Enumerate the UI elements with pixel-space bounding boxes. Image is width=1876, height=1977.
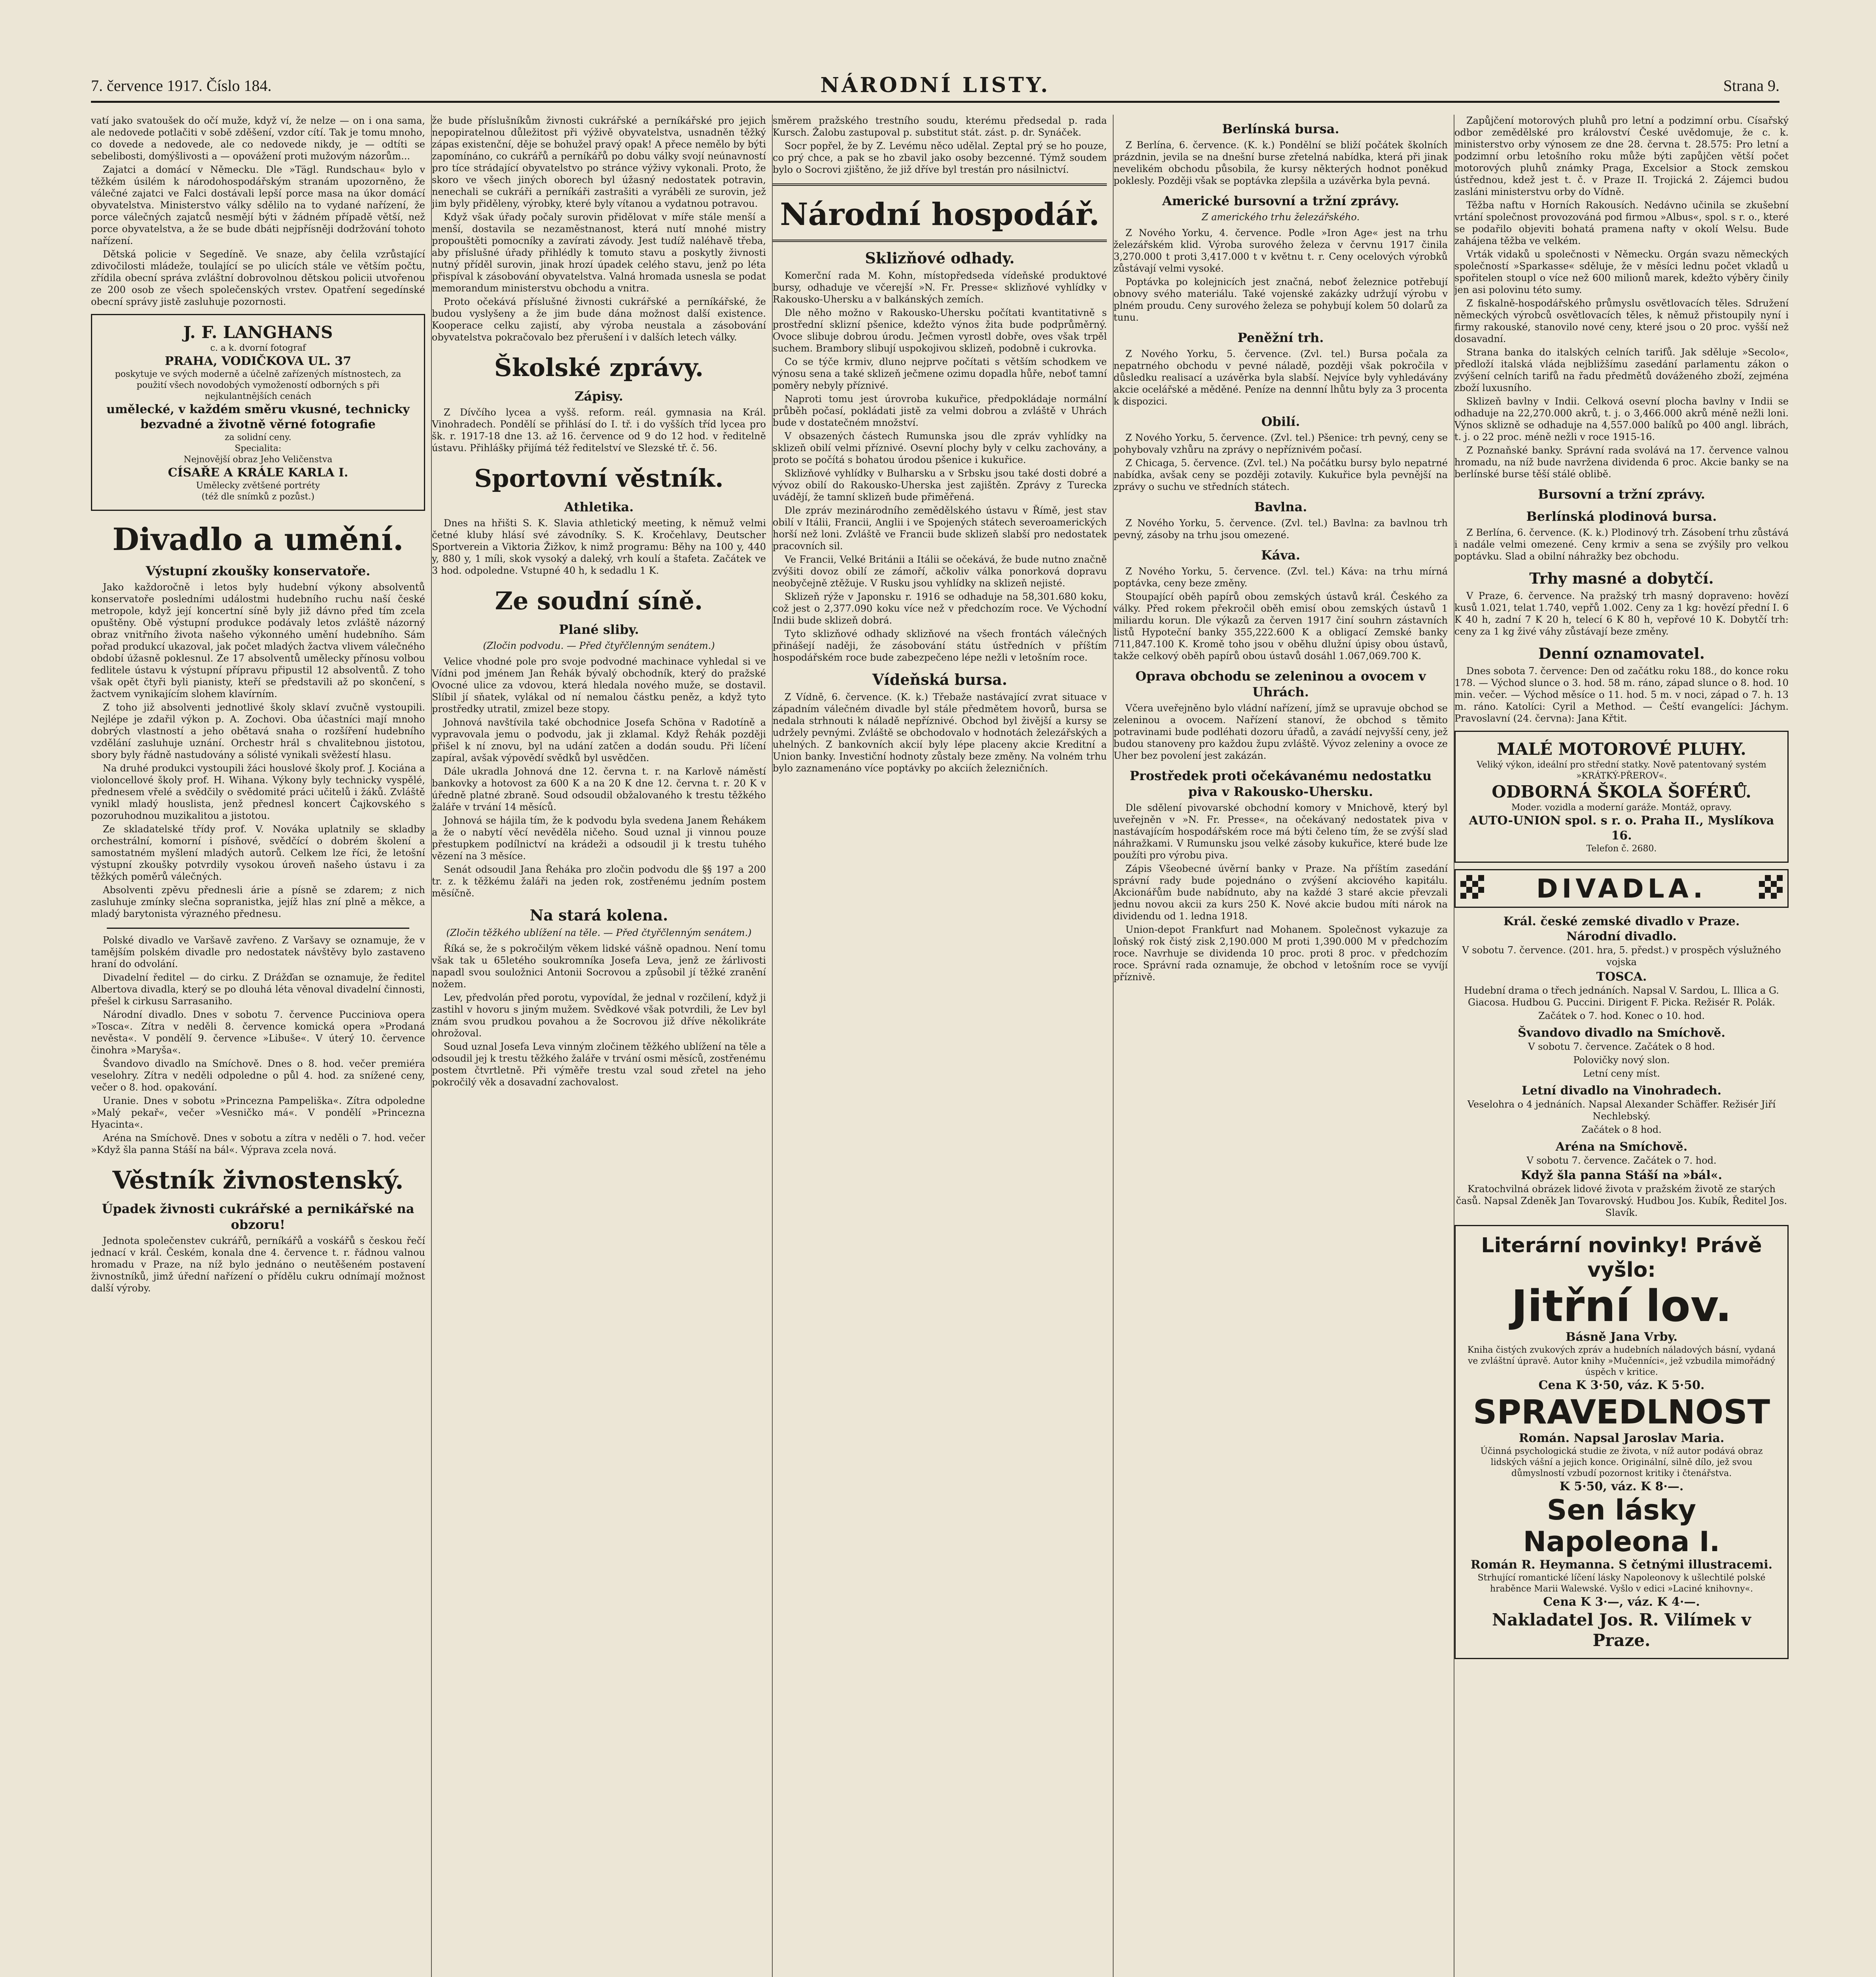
listing-text: Začátek o 8 hod.	[1581, 1124, 1662, 1135]
article-text: Národní divadlo. Dnes v sobotu 7. července Pucciniova opera »Tosca«. Zítra v neděli 8. července komická opera »Prodaná nevěsta«. V pondělí 9. července »Libuše«. V úterý 10. července činohra »Maryša«.	[91, 1009, 425, 1056]
publisher-name: Nakladatel Jos. R. Vilímek v Praze.	[1492, 1610, 1751, 1650]
article-text: Z Nového Yorku, 5. července. (Zvl. tel.) Bursa počala za nepatrného obchodu v pevné náladě, později však pokročila v důsledku realisací a uzávěrka byla slabší. Nejvíce byly vyhledávány akcie ocelářské a měděné. Peníze na dennní lhůtu byly za 3 procenta k dispozici.	[1114, 348, 1448, 407]
article-text: Z fiskalně-hospodářského průmyslu osvětlovacích těles. Sdružení německých výrobců osvětlovacích těles, k němuž přistoupily nyní i firmy rakouské, stanovilo nové ceny, které jsou o 20 proc. vyšší než dosavadní.	[1454, 298, 1789, 344]
article-subheading: (Zločin podvodu. — Před čtyřčlenným senátem.)	[483, 640, 715, 651]
article-text: Divadelní ředitel — do cirku. Z Drážďan se oznamuje, že ředitel Albertova divadla, který se po dlouhá léta věnoval divadelní činnosti, přešel k cirkusu Sarrasaniho.	[91, 972, 425, 1007]
ad-title: Literární novinky! Právě vyšlo:	[1481, 1234, 1762, 1282]
theatre-listing	[1454, 1083, 1789, 1136]
article-heading: Peněžní trh.	[1237, 330, 1324, 345]
ad-text: CÍSAŘE A KRÁLE KARLA I.	[168, 466, 348, 480]
theatre-name: Král. české zemské divadlo v Praze.	[1503, 915, 1740, 928]
ad-text: Veliký výkon, ideální pro střední statky. Nově patentovaný systém »KRÁTKÝ-PŘEROV«.	[1477, 760, 1766, 781]
article-text: Socr popřel, že by Z. Levému něco udělal. Zeptal prý se ho pouze, co prý chce, a pak se ho zbavil jako osoby bezcenné. Týmž soudem bylo o Socrovi zjištěno, že již dříve byl trestán pro násilnictví.	[773, 140, 1107, 175]
book-price: Cena K 3·50, váz. K 5·50.	[1538, 1378, 1705, 1392]
article-heading: Zápisy.	[575, 389, 623, 404]
article-text: Dle sdělení pivovarské obchodní komory v Mnichově, který byl uveřejněn v »N. Fr. Presse«, na očekávaný nedostatek piva v nastávajícím hospodářském roce má býti čeleno tím, že se zvýší slad náhražkami. V Rumunsku jsou velké zásoby kukuřice, které bude lze použíti pro výrobu piva.	[1114, 802, 1448, 861]
article-text: že bude příslušníkům živnosti cukrářské a perníkářské pro jejich nepopiratelnou důležitost při výživě obyvatelstva, usnadněn těžký zápas existenční, děje se bohužel pravý opak! A přece nemělo by býti zapomínáno, co cukrářů a perníkářů po dobu války svojí neúnavností pro tíce strádající obyvatelstvo po stránce výživy vykonali. Proto, že skoro ve všech jiných oborech byl úžasný nedostatek potravin, nenechali se cukráři a perníkáři zastrašiti a vyráběli ze surovin, jež jim byly přiděleny, výrobky, které byly vítanou a vydatnou potravou.	[432, 115, 766, 209]
article-heading: Americké bursovní a tržní zprávy.	[1162, 193, 1399, 208]
ad-text: Specialita:	[234, 444, 282, 454]
listing-text: Hudební drama o třech jednáních. Napsal V. Sardou, L. Illica a G. Giacosa. Hudbou G. Puccini. Dirigent F. Picka. Režisér R. Polák.	[1464, 985, 1779, 1008]
article-heading: Vídeňská bursa.	[872, 671, 1008, 688]
ad-text: Nejnovější obraz Jeho Veličenstva	[183, 455, 333, 465]
ad-text: umělecké, v každém směru vkusné, technicky bezvadné a životně věrné fotografie	[106, 403, 410, 431]
section-heading: Divadlo a umění.	[112, 522, 404, 558]
article-text: Z Dívčího lycea a vyšš. reform. reál. gymnasia na Král. Vinohradech. Pondělí se přihlásí do I. tř. i do vyšších tříd lycea pro šk. r. 1917-18 dne 13. až 16. července od 9 do 12 hod. v ředitelně ústavu. Přihlášky přijímá též ředitelství ve Slezské tř. č. 56.	[432, 407, 766, 454]
article-text: Z Chicaga, 5. července. (Zvl. tel.) Na počátku bursy bylo nepatrné nabídka, avšak ceny se později zotavily. Kukuřice byla pevnější na zprávy o suchu ve středních státech.	[1114, 457, 1448, 492]
article-subheading: (Zločin těžkého ublížení na těle. — Před čtyřčlenným senátem.)	[446, 927, 752, 938]
article-heading: Výstupní zkoušky konservatoře.	[146, 563, 371, 578]
ad-text: Umělecky zvětšené portréty	[196, 481, 320, 491]
article-heading: Úpadek živnosti cukrářské a pernikářské na obzoru!	[102, 1201, 414, 1232]
article-heading: Na stará kolena.	[530, 906, 668, 924]
play-title: TOSCA.	[1596, 970, 1647, 984]
article-text: Dále ukradla Johnová dne 12. června t. r. na Karlově náměstí bankovky a hotovost za 600 K a na 20 K dne 12. června t. r. 20 K v úředně platné zbraně. Soud odsoudil obžalovaného k trestu těžkého žaláře v trvání 14 měsíců.	[432, 766, 766, 813]
book-title: Jitřní lov.	[1511, 1281, 1732, 1331]
ad-text: poskytuje ve svých moderně a účelně zařízených místnostech, za použití všech novodobých vymožeností odborných s při nejkulantnějších cenách	[115, 369, 401, 401]
listing-text: V sobotu 7. července. Začátek o 7. hod.	[1526, 1155, 1717, 1166]
theatre-name: Letní divadlo na Vinohradech.	[1521, 1084, 1722, 1098]
article-text: Dle zpráv mezinárodního zemědělského ústavu v Římě, jest stav obilí v Itálii, Francii, Anglii i ve Spojených státech severoamerických horší než loni. Zvláště ve Francii bude sklizeň slabší pro nedostatek pracovních sil.	[773, 505, 1107, 552]
article-heading: Berlínská bursa.	[1222, 121, 1339, 136]
column-1	[91, 115, 425, 1977]
article-text: Z Vídně, 6. července. (K. k.) Třebaže nastávající zvrat situace v západním válečném divadle byl stále předmětem hovorů, bursa se nedala strhnouti k náladě nepříznivé. Obchod byl živější a kursy se udržely pevnými. Zvláště se obchodovalo v hodnotách železářských a uhelných. Z bankovních akcií byly lépe placeny akcie Kreditní a Union banky. Investiční hodnoty zůstaly beze změny. Na volném trhu bylo zaznamenáno více poptávky po akciích železničních.	[773, 692, 1107, 774]
article-heading: Trhy masné a dobytčí.	[1529, 569, 1714, 587]
article-text: Z Nového Yorku, 5. července. (Zvl. tel.) Pšenice: trh pevný, ceny se pohybovaly vzhůru na zprávy o nepříznivém počasí.	[1114, 432, 1448, 455]
article-text: směrem pražského trestního soudu, kterému předsedal p. rada Kursch. Žalobu zastupoval p. substitut stát. zást. p. dr. Synáček.	[773, 115, 1107, 138]
book-title: SPRAVEDLNOST	[1473, 1393, 1770, 1431]
article-text: Johnová navštívila také obchodnice Josefa Schöna v Radotíně a vypravovala jemu o podvodu, jak ji zklamal. Když Řehák později přišel k ní znovu, byl na udání zatčen a dodán soudu. Při líčení zapíral, avšak výpovědí svědků byl usvědčen.	[432, 717, 766, 764]
theatre-name: Švandovo divadlo na Smíchově.	[1518, 1026, 1725, 1040]
listing-text: V sobotu 7. července. (201. hra, 5. předst.) v prospěch výslužného vojska	[1462, 945, 1781, 968]
section-heading: Školské zprávy.	[494, 353, 704, 382]
article-text: Z Nového Yorku, 5. července. (Zvl. tel.) Bavlna: za bavlnou trh pevný, zásoby na trhu jsou omezené.	[1114, 518, 1448, 541]
article-text: Velice vhodné pole pro svoje podvodné machinace vyhledal si ve Vídni pod jménem Jan Řehák bývalý obchodník, který do pražské Ovocné ulice za vdovou, která hledala nového muže, se dostavil. Slíbil jí sňatek, vylákal od ní nemalou částku peněz, a když tyto prostředky utratil, zmizel beze stopy.	[432, 656, 766, 714]
article-text: Dle něho možno v Rakousko-Uhersku počítati kvantitativně s prostřední sklizní pšenice, kdežto výnos žita bude podprůměrný. Ovoce slibuje dobrou úrodu. Ječmen vyrostl dobře, oves však trpěl suchem. Brambory slibují uspokojivou sklizeň, podobně i cukrovka.	[773, 307, 1107, 354]
listing-text: Kratochvilná obrázek lidové života v pražském životě ze starých časů. Napsal Zdeněk Jan Tovarovský. Hudbou Jos. Kubík, Ředitel Jos. Slavík.	[1456, 1183, 1787, 1218]
article-text: Komerční rada M. Kohn, místopředseda vídeňské produktové bursy, odhaduje ve včerejší »N. Fr. Presse« sklizňové vyhlídky v Rakousko-Uhersku a v balkánských zemích.	[773, 270, 1107, 305]
theatre-listing	[1454, 1140, 1789, 1219]
article-text: Švandovo divadlo na Smíchově. Dnes o 8. hod. večer premiéra veselohry. Zítra v neděli odpoledne o půl 4. hod. za snížené ceny, večer o 8. hod. opakování.	[91, 1058, 425, 1093]
ad-text: (též dle snímků z pozůst.)	[201, 492, 315, 502]
newspaper-title: NÁRODNÍ LISTY.	[820, 73, 1050, 97]
ad-text: c. a k. dvorní fotograf	[210, 343, 306, 353]
section-heading: Národní hospodář.	[780, 197, 1100, 232]
article-text: Dnes na hřišti S. K. Slavia athletický meeting, k němuž velmi četné kluby hlásí své závodníky. S. K. Kročehlavy, Deutscher Sportverein a Viktoria Žižkov, k nimž programu: Běhy na 100 y, 440 y, 880 y, 1 míli, skok vysoký a daleký, vrh koulí a štafeta. Začátek ve 3 hod. odpoledne. Vstupné 40 h, k sedadlu 1 K.	[432, 518, 766, 576]
column-4	[1114, 115, 1448, 1977]
book-author: Básně Jana Vrby.	[1566, 1330, 1677, 1344]
article-text: Sklizeň rýže v Japonsku r. 1916 se odhaduje na 58,301.680 koku, což jest o 2,377.090 koku více než v předchozím roce. Ve Východní Indii bude sklizeň dobrá.	[773, 591, 1107, 626]
article-heading: Bavlna.	[1254, 499, 1307, 514]
divider	[773, 183, 1107, 186]
column-3	[773, 115, 1107, 1977]
book-description: Strhující romantické líčení lásky Napoleonovy k ušlechtilé polské hraběnce Marii Walewské. Vyšlo v edici »Laciné knihovny«.	[1477, 1573, 1766, 1594]
checker-ornament-icon	[1759, 875, 1783, 899]
ad-text: Telefon č. 2680.	[1586, 844, 1657, 854]
article-text: Zapůjčení motorových pluhů pro letní a podzimní orbu. Císařský odbor zemědělské pro království České uvědomuje, že c. k. ministerstvo orby výnosem ze dne 28. června t. 28.575: Pro letní a podzimní orbu letošního roku může býti zapůjčen větší počet motorových pluhů známky Praga, Excelsior a Stock zemskou ústřednou, kdež jest t. č. v Praze II. Trojická 2. Zájemci budou zasláni ministerstvu orby do Vídně.	[1454, 115, 1789, 197]
section-heading: Věstník živnostenský.	[112, 1166, 404, 1195]
listing-text: Začátek o 7. hod. Konec o 10. hod.	[1538, 1010, 1705, 1021]
theatre-banner	[1454, 869, 1789, 908]
article-text: Lev, předvolán před porotu, vypovídal, že jednal v rozčilení, když ji zastihl v hovoru s jiným mužem. Svědkové však potvrdili, že Lev byl znám svou prudkou povahou a že Socrovou již dříve několikráte ohrožoval.	[432, 992, 766, 1039]
section-heading: Denní oznamovatel.	[1538, 645, 1705, 662]
column-2	[432, 115, 766, 1977]
article-heading: Prostředek proti očekávanému nedostatku piva v Rakousko-Uhersku.	[1129, 768, 1432, 799]
article-text: Uranie. Dnes v sobotu »Princezna Pampeliška«. Zítra odpoledne »Malý pekař«, večer »Vesničko má«. V pondělí »Princezna Hyacinta«.	[91, 1095, 425, 1130]
article-heading: Berlínská plodinová bursa.	[1526, 509, 1717, 524]
article-heading: Káva.	[1261, 548, 1300, 563]
article-text: Johnová se hájila tím, že k podvodu byla svedena Janem Řehákem a že o nabytí věcí nevěděla ničeho. Soud uznal ji vinnou pouze přestupkem podílnictví na krádeži a odsoudil ji k trestu tuhého vězení na 3 měsíce.	[432, 815, 766, 862]
article-text: Strana banka do italských celních tarifů. Jak sděluje »Secolo«, předloží italská vláda nejbližšímu zasedání parlamentu zákon o zvýšení celních tarifů na řadu předmětů dováženého zboží, zejména zboží luxusního.	[1454, 347, 1789, 393]
article-text: Z Berlína, 6. července. (K. k.) Pondělní se bliží počátek školních prázdnin, jevila se na dnešní burse zřetelná nabídka, která při jinak nevelikém obchodu působila, že kursy některých hodnot poněkud poklesly. Později však se poptávka zlepšila a uzávěrka byla pevná.	[1114, 140, 1448, 186]
article-text: V obsazených částech Rumunska jsou dle zpráv vyhlídky na sklizeň obilí velmi příznivé. Osevní plochy byly v celku zachovány, a proto se počítá s bohatou úrodou pšenice i kukuřice.	[773, 431, 1107, 465]
book-price: K 5·50, váz. K 8·—.	[1559, 1480, 1684, 1493]
theatre-banner-title: DIVADLA.	[1536, 873, 1707, 904]
article-text: Tyto sklizňové odhady sklizňové na všech frontách válečných přinášejí naději, že zásobování státu ústředních v příštím hospodářském roce bude zabezpečeno lépe nežli v letošním roce.	[773, 628, 1107, 663]
article-text: Ve Francii, Velké Británii a Itálii se očekává, že bude nutno značně zvýšiti dovoz obilí ze zámoří, ačkoliv válka ponorková dopravu neobyčejně ztěžuje. V Rusku jsou vyhlídky na sklizeň nejisté.	[773, 554, 1107, 589]
section-heading: Sportovní věstník.	[474, 464, 724, 493]
article-text: Zápis Všeobecné úvěrní banky v Praze. Na příštím zasedání správní rady bude pojednáno o zvýšení akciového kapitálu. Akcionářům bude nabídnuto, aby na každé 3 staré akcie převzali jednu novou akcii za kurs 250 K. Nové akcie budou míti nárok na dividendu od 1. ledna 1918.	[1114, 863, 1448, 922]
book-author: Román R. Heymanna. S četnými illustracemi.	[1470, 1558, 1773, 1572]
article-text: Z Nového Yorku, 5. července. (Zvl. tel.) Káva: na trhu mírná poptávka, ceny beze změny.	[1114, 566, 1448, 589]
article-heading: Oprava obchodu se zeleninou a ovocem v Uhrách.	[1135, 669, 1426, 699]
page-number: Strana 9.	[1723, 77, 1780, 95]
article-text: Aréna na Smíchově. Dnes v sobotu a zítra v neděli o 7. hod. večer »Když šla panna Stáší na bál«. Výprava zcela nová.	[91, 1132, 425, 1155]
listing-text: Veselohra o 4 jednáních. Napsal Alexander Schäffer. Režisér Jiří Nechlebský.	[1467, 1099, 1776, 1122]
article-heading: Obilí.	[1261, 414, 1300, 429]
article-text: Dětská policie v Segedíně. Ve snaze, aby čelila vzrůstající zdivočilosti mládeže, toulající se po ulicích stále ve větším počtu, zřídila obecní správa zvláštní dobrovolnou dětskou policii utvořenou ze 200 osob ze všech společenských vrstev. Opatření segedínské obecní správy jistě zasluhuje pozornosti.	[91, 249, 425, 307]
article-text: Co se týče krmiv, dluno nejprve počítati s větším schodkem ve výnosu sena a také sklizeň ječmene ozimu dopadla hůře, neboť tamní poměry nebyly příznivé.	[773, 356, 1107, 391]
article-text: Proto očekává příslušné živnosti cukrářské a perníkářské, že budou vyslyšeny a že jim bude dána možnost další existence. Kooperace celku zajistí, aby výroba neustala a zásobování obyvatelstva pokračovalo bez přerušení i v dalších letech války.	[432, 296, 766, 343]
column-5	[1454, 115, 1789, 1977]
ad-text: AUTO-UNION spol. s r. o. Praha II., Myslíkova 16.	[1469, 814, 1774, 843]
article-text: Sklizeň bavlny v Indii. Celková osevní plocha bavlny v Indii se odhaduje na 22,270.000 akrů, t. j. o 3,466.000 akrů méně nežli loni. Výnos sklizně se odhaduje na 4,557.000 balíků po 400 angl. librách, t. j. o 22 proc. méně nežli v roce 1915-16.	[1454, 396, 1789, 442]
theatre-listing	[1454, 1026, 1789, 1079]
divider	[107, 928, 409, 929]
listing-text: Polovičky nový slon.	[1573, 1055, 1670, 1066]
ad-title: ODBORNÁ ŠKOLA ŠOFÉRŮ.	[1492, 782, 1751, 801]
book-title: Sen lásky Napoleona I.	[1523, 1494, 1720, 1558]
article-text: V Praze, 6. července. Na pražský trh masný dopraveno: hovězí kusů 1.021, telat 1.740, vepřů 1.002. Ceny za 1 kg: hovězí přední I. 6 K 40 h, zadní 7 K 20 h, telecí 6 K 80 h, vepřové 10 K. Dobytčí trh: ceny za 1 kg živé váhy zůstávají beze změny.	[1454, 590, 1789, 637]
article-text: Soud uznal Josefa Leva vinným zločinem těžkého ublížení na těle a odsoudil jej k trestu těžkého žaláře v trvání osmi měsíců, zostřenému postem čtvrtletně. Při výměře trestu vzal soud zřetel na jeho pokročilý věk a dosavadní zachovalost.	[432, 1041, 766, 1088]
article-text: Dnes sobota 7. července: Den od začátku roku 188., do konce roku 178. — Východ slunce o 3. hod. 58 m. ráno, západ slunce o 8. hod. 10 min. večer. — Východ měsíce o 11. hod. 5 m. v noci, západ o 7. h. 13 m. ráno. Katolíci: Cyril a Method. — Čeští evangelíci: Jáchym. Pravoslavní (24. června): Jana Křtit.	[1454, 665, 1789, 724]
masthead	[91, 73, 1780, 103]
book-description: Účinná psychologická studie ze života, v níž autor podává obraz lidských vášní a jejich konce. Originální, silně dílo, jež svou důmyslností vzbudí pozornost kritiky i čtenářstva.	[1480, 1446, 1763, 1478]
issue-date: 7. července 1917. Číslo 184.	[91, 77, 272, 95]
article-text: Na druhé produkci vystoupili žáci houslové školy prof. J. Kociána a violoncellové školy prof. H. Wihana. Výkony byly technicky vyspělé, přednesem vřelé a svědčily o svědomité práci učitelů i žáků. Zvláště vynikl mladý houslista, jenž přednesl koncert Čajkovského s pozoruhodnou muzikalitou a jistotou.	[91, 763, 425, 821]
section-heading: Ze soudní síně.	[495, 586, 703, 615]
article-text: Z Nového Yorku, 4. července. Podle »Iron Age« jest na trhu železářském klid. Výroba surového železa v červnu 1917 činila 3,270.000 t proti 3,417.000 t v květnu t. r. Ceny ocelových výrobků zůstávají velmi vysoké.	[1114, 227, 1448, 274]
advertisement-motor-plows	[1454, 731, 1789, 863]
article-text: Z Berlína, 6. července. (K. k.) Plodinový trh. Zásobení trhu zůstává i nadále velmi omezené. Ceny krmiv a sena se zvýšily pro velkou poptávku. Slad a obilní náhražky bez obchodu.	[1454, 527, 1789, 562]
article-text: Jako každoročně i letos byly hudební výkony absolventů konservatoře posledními událostmi hudebního ruchu naší české metropole, když její koncertní síně byly již dávno před tím zcela opuštěny. Obě výstupní produkce podávaly letos zvláště názorný obraz vnitřního života našeho výkonného umění hudebního. Sám pořad produkcí ukazoval, jak počet mladých žactva vlivem válečného období úžasně poklesnul. Ze 17 absolventů umělecky přínosu volbou fedlitele ústavu k výstupní přípravu připustil 12 absolventů. Z toho však opět čtyři byli pianisty, kteří se představili až po skončení, s žactvem vynikajícím slohem klavírním.	[91, 582, 425, 699]
ad-address: PRAHA, VODIČKOVA UL. 37	[165, 354, 352, 368]
article-text: Stoupající oběh papírů obou zemských ústavů král. Českého za války. Před rokem překročil oběh emisí obou zemských ústavů 1 miliardu korun. Dle výkazů za červen 1917 činí souhrn zástavních listů Hypoteční banky 355,222.600 K a obligací Zemské banky 711,847.100 K. Kromě toho jsou v oběhu dlužní úpisy obou ústavů, takže celkový oběh papírů obou ústavů dosáhl 1.067,069.700 K.	[1114, 591, 1448, 662]
article-text: Senát odsoudil Jana Řeháka pro zločin podvodu dle §§ 197 a 200 tr. z. k těžkému žaláři na jeden rok, zostřenému jedním postem měsíčně.	[432, 864, 766, 899]
book-price: Cena K 3·—, váz. K 4·—.	[1543, 1595, 1700, 1609]
article-text: Jednota společenstev cukrářů, perníkářů a voskářů s českou řečí jednací v král. Českém, konala dne 4. července t. r. řádnou valnou hromadu v Praze, na níž bylo jednáno o neutěšeném postavení živnostníků, jimž úřední nařízení o přídělu cukru odnímají možnost další výroby.	[91, 1235, 425, 1294]
book-author: Román. Napsal Jaroslav Maria.	[1519, 1431, 1725, 1445]
article-text: Z Poznaňské banky. Správní rada svolává na 17. července valnou hromadu, na níž bude navržena dividenda 6 proc. Akcie banky se na berlínské burse těší stálé oblibě.	[1454, 445, 1789, 480]
ad-text: za solidní ceny.	[225, 433, 291, 442]
advertisement-photographer	[91, 314, 425, 511]
article-text: Absolventi zpěvu přednesli árie a písně se zdarem; z nich zasluhuje zmínky slečna sopranistka, jejíž hlas zní plně a měkce, a mladý barytonista výrazného přednesu.	[91, 885, 425, 919]
listing-text: V sobotu 7. července. Začátek o 8 hod.	[1528, 1041, 1715, 1052]
divider	[773, 240, 1107, 242]
article-subheading: Z amerického trhu železářského.	[1201, 212, 1360, 223]
article-text: Když však úřady počaly surovin přidělovat v míře stále menší a menší, dostavila se nezaměstnanost, která nutí mnohé mistry propouštěti pomocníky a zavírati závody. Jest tudíž naléhavě třeba, aby příslušné úřady přihlédly k tomuto stavu a poskytly živnosti nutný příděl surovin, jinak hrozí úpadek celého stavu, jenž po léta přispíval k zásobování obyvatelstva. Valná hromada usnesla se podat memorandum ministerstvu obchodu a vnitra.	[432, 212, 766, 294]
article-heading: Athletika.	[564, 499, 634, 514]
theatre-name: Aréna na Smíchově.	[1555, 1140, 1688, 1154]
book-description: Kniha čistých zvukových zpráv a hudebních náladových básní, vydaná ve zvláštní úpravě. Autor knihy »Mučenníci«, jež vzbudila mimořádný úspěch v kritice.	[1467, 1345, 1776, 1377]
article-text: Sklizňové vyhlídky v Bulharsku a v Srbsku jsou také dosti dobré a vývoz obilí do Rakousko-Uherska jest zajištěn. Zprávy z Turecka uvádějí, že tamní sklizeň bude přiměřená.	[773, 468, 1107, 503]
article-text: Včera uveřejněno bylo vládní nařízení, jímž se upravuje obchod se zeleninou a ovocem. Nařízení stanoví, že obchod s těmito potravinami bude podléhati dozoru úřadů, a zavádí nejvyšší ceny, jež budou stanoveny pro každou župu zvláště. Vývoz zeleniny a ovoce ze Uher bez povolení jest zakázán.	[1114, 703, 1448, 761]
theatre-name: Národní divadlo.	[1566, 930, 1677, 943]
section-heading: Bursovní a tržní zprávy.	[1538, 487, 1705, 502]
theatre-listing	[1454, 914, 1789, 1022]
ad-title: MALÉ MOTOROVÉ PLUHY.	[1497, 739, 1746, 759]
listing-text: Letní ceny míst.	[1583, 1068, 1660, 1079]
article-text: Naproti tomu jest úrovroba kukuřice, předpokládaje normální průběh počasí, pokládati jistě za velmi dobrou a zvláště v Uhrách bude v dostatečném množství.	[773, 393, 1107, 428]
ad-title: J. F. LANGHANS	[183, 323, 333, 342]
play-title: Když šla panna Stáší na »bál«.	[1520, 1168, 1723, 1182]
article-text: Polské divadlo ve Varšavě zavřeno. Z Varšavy se oznamuje, že v tamějším polském divadle pro nedostatek návštěvy bylo zastaveno hraní do odvolání.	[91, 935, 425, 970]
advertisement-books	[1454, 1225, 1789, 1659]
article-text: Ze skladatelské třídy prof. V. Nováka uplatnily se skladby orchestrální, komorní i písňové, svědčící o dobrém školení a samostatném myšlení mladých autorů. Celkem lze říci, že letošní výstupní zkoušky potvrdily vysokou úroveň našeho ústavu i za těžkých poměrů válečných.	[91, 824, 425, 882]
article-text: Vrták vidaků u společnosti v Německu. Orgán svazu německých společností »Sparkasse« sděluje, že v měsíci lednu počet vkladů u spořitelen stoupl o více než 600 milionů marek, kdežto výběry činily jen asi polovinu této sumy.	[1454, 249, 1789, 295]
article-text: Union-depot Frankfurt nad Mohanem. Společnost vykazuje za loňský rok čistý zisk 2,190.000 M proti 1,390.000 M v předchozím roce. Navrhuje se dividenda 10 proc. proti 8 proc. v předchozím roce. Správní rada oznamuje, že obchod v letošním roce se vyvíjí příznivě.	[1114, 924, 1448, 983]
article-text: Říká se, že s pokročilým věkem lidské vášně opadnou. Není tomu však tak u 65letého soukromníka Josefa Leva, jenž ze žárlivosti napadl svou souložnici Antonii Socrovou a způsobil jí těžké zranění nožem.	[432, 943, 766, 990]
article-text: vatí jako svatoušek do očí muže, když ví, že nelze — on i ona sama, ale nedovede potlačiti v sobě zděšení, vzdor cítí. Tak je tomu mnoho, co dovede a nedovede, ale co nedovede nikdy, je — odtíti se sebelibosti, domýšlivosti a — opovážení proti mužovým názorům...	[91, 115, 425, 162]
article-heading: Sklizňové odhady.	[865, 249, 1015, 267]
article-heading: Plané sliby.	[559, 622, 639, 637]
article-text: Z toho již absolventi jednotlivé školy sklaví zvučně vystoupili. Nejlépe je zdařil výkon p. A. Zochovi. Oba účastníci mají mnoho dobrých vlastností a jeho obětavá snaha o rozšíření hudebního vzdělání zasluhuje uznání. Orchestr hrál s chvalitebnou jistotou, sbory byly řádně nastudovány a sólisté vynikali svěžestí hlasu.	[91, 702, 425, 760]
ad-text: Moder. vozidla a moderní garáže. Montáž, opravy.	[1511, 803, 1732, 813]
article-text: Poptávka po kolejnicích jest značná, neboť železnice potřebují obnovy svého materiálu. Také vojenské zakázky udržují výrobu v plném proudu. Ceny surového železa se pohybují kolem 50 dolarů za tunu.	[1114, 276, 1448, 323]
article-text: Těžba naftu v Horních Rakousích. Nedávno učinila se zkušební vrtání společnost provozováná pod firmou »Albus«, spol. s r. o., které se podařilo objeviti bohatá pramena nafty v okolí Welsu. Bude zahájena těžba ve velkém.	[1454, 200, 1789, 246]
article-text: Zajatci a domácí v Německu. Dle »Tägl. Rundschau« bylo v těžkém úsilém k národohospodářským stranám upozorněno, že válečné zajatci ve Falci dostávali lepší porce masa na úkor domácí obyvatelstva. Ministerstvo války sdělilo na to vydané nařízení, že porce válečných zajatců nesmějí býti v žádném případě větší, než porce obyvatelstva, a že se bude dbáti nejpřísněji dodržování tohoto nařízení.	[91, 164, 425, 246]
